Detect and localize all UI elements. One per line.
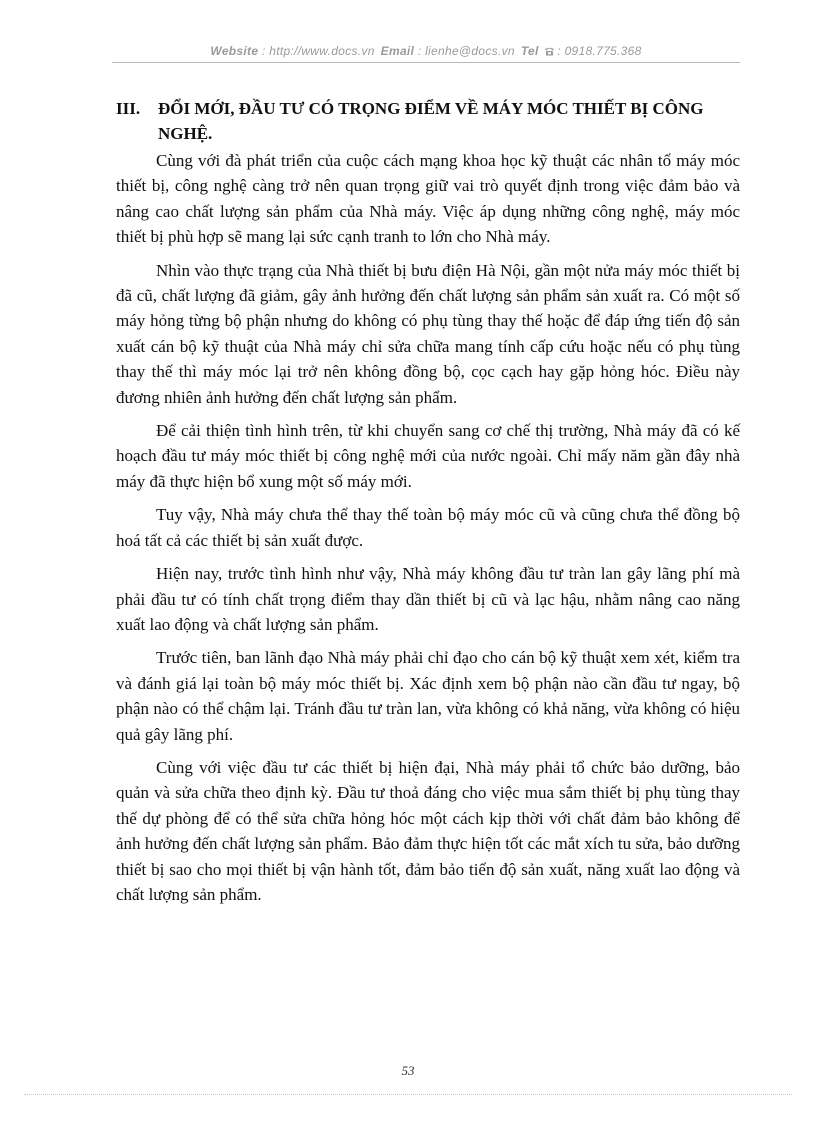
section-heading	[116, 96, 740, 146]
website-url[interactable]: http://www.docs.vn	[269, 44, 375, 58]
paragraph-4: Tuy vậy, Nhà máy chưa thể thay thế toàn bộ máy móc cũ và cũng chưa thể đồng bộ hoá tất cả các thiết bị sản xuất được.	[116, 505, 740, 550]
website-label: Website	[210, 44, 259, 58]
tel-label: Tel	[520, 44, 539, 58]
tel-number[interactable]: : 0918.775.368	[557, 44, 642, 58]
phone-icon	[544, 45, 555, 54]
paragraph-7: Cùng với việc đầu tư các thiết bị hiện đại, Nhà máy phải tổ chức bảo dưỡng, bảo quản và sửa chữa theo định kỳ. Đầu tư thoả đáng cho việc mua sắm thiết bị phụ tùng thay thế dự phòng để có thể sửa chữa hỏng hóc một cách kịp thời với chất đảm bảo không để ảnh hưởng đến chất lượng sản phẩm. Bảo đảm thực hiện tốt các mắt xích tu sửa, bảo dưỡng thiết bị sao cho mọi thiết bị vận hành tốt, đảm bảo tiến độ sản xuất, năng xuất lao động và chất lượng sản phẩm.	[116, 757, 740, 904]
section-title: ĐỔI MỚI, ĐẦU TƯ CÓ TRỌNG ĐIỂM VỀ MÁY MÓC THIẾT BỊ CÔNG NGHỆ.	[158, 99, 704, 143]
paragraph-3: Để cải thiện tình hình trên, từ khi chuyển sang cơ chế thị trường, Nhà máy đã có kế hoạch đầu tư máy móc thiết bị công nghệ mới của nước ngoài. Chỉ mấy năm gần đây nhà máy đã thực hiện bổ xung một số máy mới.	[116, 421, 740, 491]
document-body	[116, 96, 740, 915]
website-separator: :	[258, 44, 270, 58]
page-number: 53	[401, 1063, 415, 1078]
email-label: Email	[380, 44, 415, 58]
email-address[interactable]: lienhe@docs.vn	[425, 44, 515, 58]
page-header	[112, 44, 740, 58]
section-number: III.	[116, 99, 141, 118]
email-separator: :	[414, 44, 426, 58]
paragraph-6: Trước tiên, ban lãnh đạo Nhà máy phải chỉ đạo cho cán bộ kỹ thuật xem xét, kiểm tra và đánh giá lại toàn bộ máy móc thiết bị. Xác định xem bộ phận nào cần đầu tư ngay, bộ phận nào có thể chậm lại. Tránh đầu tư tràn lan, vừa không có khả năng, vừa không có hiệu quả gây lãng phí.	[116, 648, 740, 744]
paragraph-1: Cùng với đà phát triển của cuộc cách mạng khoa học kỹ thuật các nhân tố máy móc thiết bị, công nghệ càng trở nên quan trọng giữ vai trò quyết định trong việc đảm bảo và nâng cao chất lượng sản phẩm của Nhà máy. Việc áp dụng những công nghệ, máy móc thiết bị phù hợp sẽ mang lại sức cạnh tranh to lớn cho Nhà máy.	[116, 151, 740, 247]
footer-divider	[24, 1094, 792, 1095]
paragraph-2: Nhìn vào thực trạng của Nhà thiết bị bưu điện Hà Nội, gần một nửa máy móc thiết bị đã cũ, chất lượng đã giảm, gây ảnh hưởng đến chất lượng sản phẩm sản xuất ra. Có một số máy hỏng từng bộ phận nhưng do không có phụ tùng thay thế hoặc để đáp ứng tiến độ sản xuất cán bộ kỹ thuật của Nhà máy chỉ sửa chữa mang tính cấp cứu hoặc nếu có phụ tùng thay thế thì máy móc lại trở nên không đồng bộ, cọc cạch hay gặp hỏng hóc. Điều này đương nhiên ảnh hưởng đến chất lượng sản phẩm.	[116, 260, 740, 407]
header-divider	[112, 62, 740, 63]
paragraph-5: Hiện nay, trước tình hình như vậy, Nhà máy không đầu tư tràn lan gây lãng phí mà phải đầu tư có tính chất trọng điểm thay dần thiết bị cũ và lạc hậu, nhằm nâng cao năng xuất lao động và chất lượng sản phẩm.	[116, 564, 740, 634]
